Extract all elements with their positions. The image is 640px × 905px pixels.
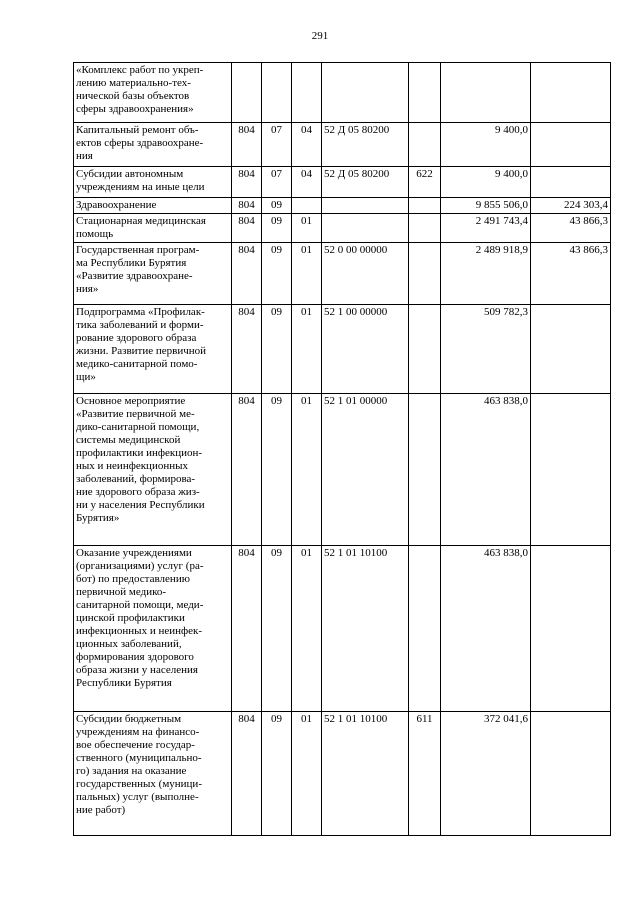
amount: 2 489 918,9 <box>475 244 528 256</box>
ministry-code-cell <box>232 167 262 198</box>
subsection-code: 01 <box>301 215 312 227</box>
section-code: 09 <box>271 713 282 725</box>
ministry-code-cell <box>232 214 262 243</box>
section-code: 07 <box>271 124 282 136</box>
amount-cell <box>441 394 531 546</box>
expense-type-code: 622 <box>416 168 433 180</box>
item-name-cell <box>74 167 232 198</box>
section-code-cell <box>262 712 292 836</box>
amount-cell <box>441 198 531 214</box>
subsection-code-cell <box>292 394 322 546</box>
subvention-amount-cell <box>531 305 611 394</box>
item-name-cell <box>74 63 232 123</box>
ministry-code-cell <box>232 63 262 123</box>
item-name: «Комплекс работ по укреп- лению материально-тех- нической базы объектов сферы здравоохранения» <box>76 64 204 115</box>
expense-type-code-cell <box>409 167 441 198</box>
expense-type-code-cell <box>409 394 441 546</box>
section-code: 09 <box>271 395 282 407</box>
subvention-amount: 43 866,3 <box>569 244 608 256</box>
ministry-code-cell <box>232 123 262 167</box>
table-row <box>74 305 611 394</box>
table-row <box>74 214 611 243</box>
target-article-code-cell <box>322 123 409 167</box>
target-article-code-cell <box>322 305 409 394</box>
subvention-amount: 224 303,4 <box>564 199 608 211</box>
target-article-code-cell <box>322 394 409 546</box>
amount-cell <box>441 546 531 712</box>
section-code-cell <box>262 198 292 214</box>
item-name-cell <box>74 305 232 394</box>
subsection-code-cell <box>292 546 322 712</box>
section-code-cell <box>262 214 292 243</box>
subsection-code-cell <box>292 123 322 167</box>
item-name-cell <box>74 123 232 167</box>
subvention-amount-cell <box>531 712 611 836</box>
ministry-code: 804 <box>238 199 255 211</box>
subvention-amount-cell <box>531 546 611 712</box>
item-name: Подпрограмма «Профилак- тика заболеваний и форми- рование здорового образа жизни. Развитие первичной медико-санитарной помо- щи» <box>76 306 207 383</box>
subvention-amount-cell <box>531 243 611 305</box>
target-article-code: 52 0 00 00000 <box>324 244 388 256</box>
section-code: 09 <box>271 215 282 227</box>
section-code-cell <box>262 243 292 305</box>
section-code: 09 <box>271 199 282 211</box>
expense-type-code-cell <box>409 214 441 243</box>
amount-cell <box>441 63 531 123</box>
target-article-code: 52 1 01 10100 <box>324 547 388 559</box>
ministry-code-cell <box>232 546 262 712</box>
target-article-code-cell <box>322 243 409 305</box>
subsection-code-cell <box>292 243 322 305</box>
target-article-code-cell <box>322 167 409 198</box>
ministry-code: 804 <box>238 395 255 407</box>
amount-cell <box>441 167 531 198</box>
amount: 9 400,0 <box>495 168 528 180</box>
ministry-code-cell <box>232 198 262 214</box>
table-body <box>74 63 611 836</box>
target-article-code-cell <box>322 546 409 712</box>
section-code-cell <box>262 305 292 394</box>
expense-type-code-cell <box>409 198 441 214</box>
subsection-code: 04 <box>301 168 312 180</box>
expense-type-code-cell <box>409 123 441 167</box>
subsection-code-cell <box>292 167 322 198</box>
section-code-cell <box>262 546 292 712</box>
expense-type-code-cell <box>409 712 441 836</box>
amount: 509 782,3 <box>484 306 528 318</box>
section-code: 07 <box>271 168 282 180</box>
ministry-code: 804 <box>238 168 255 180</box>
ministry-code: 804 <box>238 306 255 318</box>
item-name: Стационарная медицинская помощь <box>76 215 206 240</box>
amount-cell <box>441 214 531 243</box>
amount: 9 855 506,0 <box>475 199 528 211</box>
subvention-amount-cell <box>531 214 611 243</box>
ministry-code: 804 <box>238 244 255 256</box>
amount-cell <box>441 305 531 394</box>
section-code-cell <box>262 167 292 198</box>
expense-type-code-cell <box>409 243 441 305</box>
table-row <box>74 243 611 305</box>
section-code-cell <box>262 63 292 123</box>
table-row <box>74 546 611 712</box>
amount-cell <box>441 712 531 836</box>
item-name: Здравоохранение <box>76 199 157 211</box>
amount-cell <box>441 243 531 305</box>
expense-type-code-cell <box>409 546 441 712</box>
subsection-code-cell <box>292 305 322 394</box>
subsection-code-cell <box>292 63 322 123</box>
item-name-cell <box>74 214 232 243</box>
table-row <box>74 123 611 167</box>
target-article-code-cell <box>322 214 409 243</box>
subvention-amount: 43 866,3 <box>569 215 608 227</box>
subsection-code: 04 <box>301 124 312 136</box>
target-article-code-cell <box>322 712 409 836</box>
amount: 9 400,0 <box>495 124 528 136</box>
ministry-code-cell <box>232 243 262 305</box>
target-article-code: 52 1 00 00000 <box>324 306 388 318</box>
amount: 2 491 743,4 <box>475 215 528 227</box>
item-name-cell <box>74 712 232 836</box>
item-name-cell <box>74 394 232 546</box>
section-code: 09 <box>271 547 282 559</box>
section-code: 09 <box>271 306 282 318</box>
subsection-code: 01 <box>301 244 312 256</box>
item-name: Капитальный ремонт объ- ектов сферы здравоохране- ния <box>76 124 204 162</box>
ministry-code: 804 <box>238 713 255 725</box>
target-article-code-cell <box>322 198 409 214</box>
item-name: Субсидии автономным учреждениям на иные цели <box>76 168 205 193</box>
page-number: 291 <box>311 30 329 42</box>
table-row <box>74 394 611 546</box>
subvention-amount-cell <box>531 394 611 546</box>
section-code: 09 <box>271 244 282 256</box>
subvention-amount-cell <box>531 198 611 214</box>
ministry-code-cell <box>232 394 262 546</box>
subvention-amount-cell <box>531 63 611 123</box>
item-name: Государственная програм- ма Республики Бурятия «Развитие здравоохране- ния» <box>76 244 200 295</box>
target-article-code-cell <box>322 63 409 123</box>
expense-type-code: 611 <box>416 713 433 725</box>
table-row <box>74 167 611 198</box>
subsection-code: 01 <box>301 306 312 318</box>
ministry-code: 804 <box>238 124 255 136</box>
ministry-code-cell <box>232 712 262 836</box>
ministry-code-cell <box>232 305 262 394</box>
item-name: Оказание учреждениями (организациями) услуг (ра- бот) по предоставлению первичной медико- санитарной помощи, меди- цинской профилактики инфекционных и неинфек- ционных заболеваний, формирования здорового образа жизни у населения Республики Бурятия <box>76 547 204 689</box>
target-article-code: 52 1 01 00000 <box>324 395 388 407</box>
amount: 463 838,0 <box>484 395 528 407</box>
expense-type-code-cell <box>409 305 441 394</box>
table-row <box>74 63 611 123</box>
budget-table <box>73 62 611 836</box>
section-code-cell <box>262 123 292 167</box>
subsection-code-cell <box>292 712 322 836</box>
section-code-cell <box>262 394 292 546</box>
table-row <box>74 198 611 214</box>
item-name-cell <box>74 546 232 712</box>
subsection-code: 01 <box>301 395 312 407</box>
table-row <box>74 712 611 836</box>
item-name: Основное мероприятие «Развитие первичной ме- дико-санитарной помощи, системы медицинской профилактики инфекцион- ных и неинфекционных заболеваний, формирова- ние здорового образа жиз- ни у населения Республики Бурятия» <box>76 395 205 524</box>
expense-type-code-cell <box>409 63 441 123</box>
subsection-code: 01 <box>301 547 312 559</box>
subsection-code-cell <box>292 214 322 243</box>
target-article-code: 52 Д 05 80200 <box>324 124 390 136</box>
item-name-cell <box>74 198 232 214</box>
target-article-code: 52 Д 05 80200 <box>324 168 390 180</box>
ministry-code: 804 <box>238 215 255 227</box>
amount-cell <box>441 123 531 167</box>
subsection-code-cell <box>292 198 322 214</box>
amount: 372 041,6 <box>484 713 528 725</box>
item-name: Субсидии бюджетным учреждениям на финансо- вое обеспечение государ- ственного (муниципально- го) задания на оказание государственных (муници- пальных) услуг (выполне- ние работ) <box>76 713 202 816</box>
subvention-amount-cell <box>531 123 611 167</box>
ministry-code: 804 <box>238 547 255 559</box>
subvention-amount-cell <box>531 167 611 198</box>
subsection-code: 01 <box>301 713 312 725</box>
item-name-cell <box>74 243 232 305</box>
target-article-code: 52 1 01 10100 <box>324 713 388 725</box>
amount: 463 838,0 <box>484 547 528 559</box>
